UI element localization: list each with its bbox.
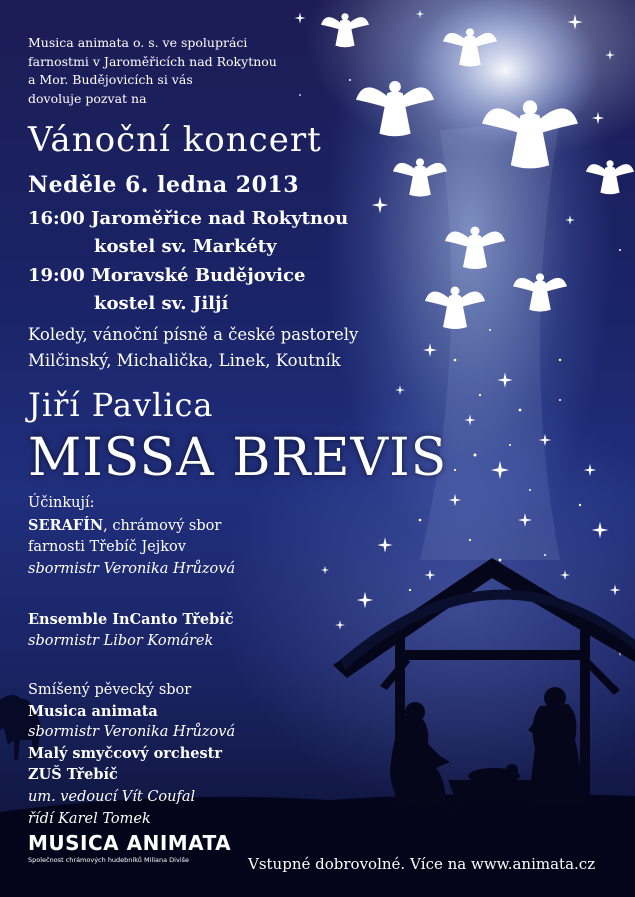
serafin-name: SERAFÍN — [28, 517, 104, 534]
conductor: řídí Karel Tomek — [28, 811, 151, 827]
work-title: MISSA BREVIS — [28, 428, 448, 488]
star-icon — [321, 566, 329, 574]
star-icon — [423, 343, 437, 357]
star-icon — [605, 50, 615, 60]
intro-text — [28, 34, 277, 108]
concert-venue-2: kostel sv. Jiljí — [94, 293, 229, 314]
performer-orchestra: Malý smyčcový orchestr — [28, 745, 222, 762]
angel-icon — [586, 160, 634, 194]
star-icon — [560, 570, 570, 580]
incanto-leader: sbormistr Libor Komárek — [28, 633, 214, 649]
intro-line: farnostmi v Jaroměřicích nad Rokytnou — [28, 53, 277, 69]
concert-time-1: 16:00 Jaroměřice nad Rokytnou — [28, 208, 349, 229]
performer-serafin — [28, 517, 221, 534]
star-icon — [372, 197, 389, 214]
star-icon — [424, 569, 435, 580]
mixed-choir: Smíšený pěvecký sbor — [28, 682, 192, 698]
artistic-lead: um. vedoucí Vít Coufal — [28, 789, 196, 805]
performer-musica-animata: Musica animata — [28, 703, 158, 720]
serafin-leader: sbormistr Veronika Hrůzová — [28, 561, 236, 577]
concert-time-2: 19:00 Moravské Budějovice — [28, 265, 306, 286]
intro-line: dovoluje pozvat na — [28, 90, 147, 106]
angel-icon — [393, 158, 447, 196]
program-line-2: Milčinský, Michalička, Linek, Koutník — [28, 351, 341, 370]
star-icon — [584, 464, 597, 477]
performers-heading: Účinkují: — [28, 495, 95, 511]
intro-line: a Mor. Budějovicích si vás — [28, 72, 193, 87]
angel-icon — [356, 81, 434, 136]
program-line-1: Koledy, vánoční písně a české pastorely — [28, 325, 359, 344]
concert-title: Vánoční koncert — [28, 120, 322, 160]
performer-zus: ZUŠ Třebíč — [28, 766, 118, 783]
angel-icon — [321, 13, 369, 47]
serafin-parish: farnosti Třebíč Jejkov — [28, 539, 186, 555]
concert-date: Neděle 6. ledna 2013 — [28, 172, 300, 198]
star-icon — [377, 537, 392, 552]
musica-animata-logo — [28, 831, 231, 864]
star-icon — [395, 385, 405, 395]
concert-venue-1: kostel sv. Markéty — [94, 236, 277, 257]
performer-incanto: Ensemble InCanto Třebíč — [28, 611, 234, 628]
musica-leader: sbormistr Veronika Hrůzová — [28, 724, 236, 740]
logo-name: MUSICA ANIMATA — [28, 831, 232, 855]
star-icon — [416, 10, 424, 18]
star-icon — [335, 620, 345, 630]
intro-line: Musica animata o. s. ve spolupráci — [28, 35, 248, 50]
footer-text: Vstupné dobrovolné. Více na www.animata.cz — [248, 855, 596, 873]
star-icon — [357, 592, 374, 609]
star-icon — [294, 12, 305, 23]
star-icon — [592, 112, 605, 125]
composer-name: Jiří Pavlica — [28, 386, 214, 424]
light-beam — [420, 120, 560, 560]
serafin-desc: , chrámový sbor — [103, 518, 222, 534]
star-icon — [609, 584, 620, 595]
logo-tagline: Společnost chrámových hudebníků Miliana Diviše — [28, 856, 190, 864]
star-icon — [592, 522, 609, 539]
star-icon — [565, 215, 575, 225]
